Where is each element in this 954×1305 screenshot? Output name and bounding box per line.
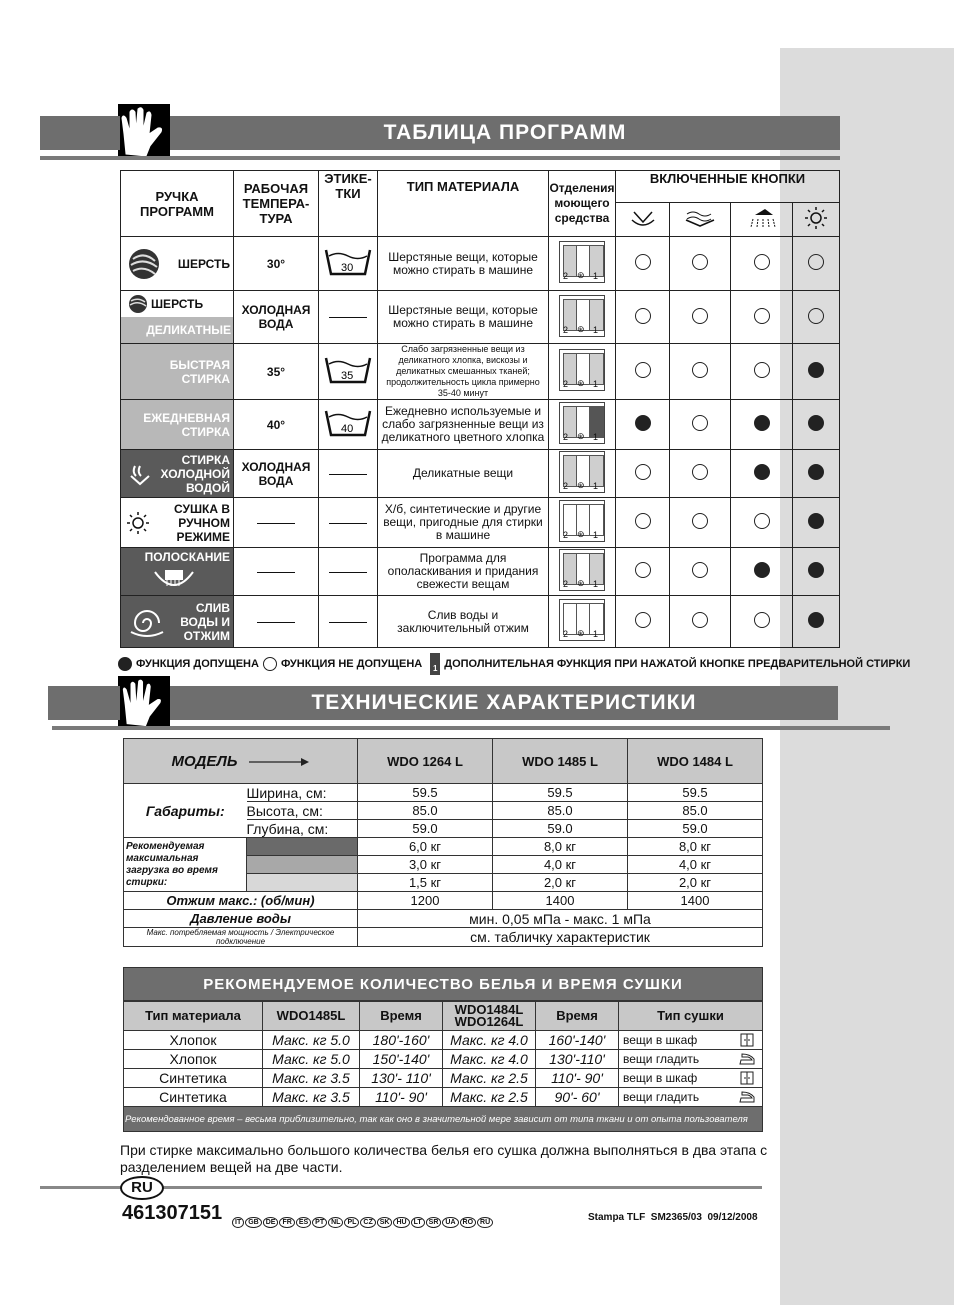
- col-knob: РУЧКА ПРОГРАММ: [121, 171, 234, 237]
- button-state: [635, 513, 651, 529]
- button-state: [635, 362, 651, 378]
- country-codes: IT GB DE FR ES PT NL PL CZ SK HU LT SR UA RO RU: [232, 1211, 494, 1229]
- program-row: ПОЛОСКАНИЕ Программа для ополаскивания и придания свежести вещам 2 ⊛ 1: [121, 548, 840, 596]
- model-label: МОДЕЛЬ: [171, 752, 238, 770]
- program-wool[interactable]: ШЕРСТЬ: [121, 237, 234, 291]
- program-row: ШЕРСТЬ ДЕЛИКАТНЫЕ ХОЛОДНАЯ ВОДА Шерстяные вещи, которые можно стирать в машине 2 ⊛ 1: [121, 291, 840, 344]
- button-state: [692, 415, 708, 431]
- program-rinse[interactable]: ПОЛОСКАНИЕ: [121, 548, 234, 596]
- model-3: WDO 1484 L: [628, 739, 763, 784]
- program-wool-delicate[interactable]: ШЕРСТЬ ДЕЛИКАТНЫЕ: [121, 291, 234, 344]
- button-state: [808, 362, 824, 378]
- button-state: [692, 254, 708, 270]
- button-state: [754, 464, 770, 480]
- program-manual-drying[interactable]: СУШКА В РУЧНОМ РЕЖИМЕ: [121, 498, 234, 548]
- button-state: [754, 308, 770, 324]
- care-label: [319, 400, 378, 450]
- button-state: [635, 612, 651, 628]
- svg-text:35: 35: [341, 370, 354, 382]
- button-state: [808, 513, 824, 529]
- iron-icon: [738, 1091, 756, 1103]
- tech-specs-table: МОДЕЛЬ WDO 1264 L WDO 1485 L WDO 1484 L Габариты: Ширина, см: 59.5 59.5 59.5 Высота, см: 85.0 85.0 85.0 Глубина, см: 59.0 59.0 59.0 Рекомендуемая максимальная загрузка во время стирки: 6,0 кг 8,0 кг 8,0 кг 3,0 кг 4,0 кг 4,0 кг 1,5 кг 2,0 кг 2,0 кг Отжим макс.: (об/мин) 1200 1400 1400 Давление воды мин. 0,05 мПа - макс. 1 мПа Макс. потребляемая мощность / Электрическое подключение см. табличку характеристик: [123, 738, 763, 947]
- detergent-drawer: 2 ⊛ 1: [549, 450, 616, 498]
- detergent-drawer: 2 ⊛ 1: [549, 400, 616, 450]
- col-material: ТИП МАТЕРИАЛА: [378, 171, 549, 237]
- drying-title: РЕКОМЕНДУЕМОЕ КОЛИЧЕСТВО БЕЛЬЯ И ВРЕМЯ СУШКИ: [123, 967, 763, 1001]
- button-state: [808, 308, 824, 324]
- program-row: СУШКА В РУЧНОМ РЕЖИМЕ Х/б, синтетические и другие вещи, пригодные для стирки в машине 2 ⊛ 1: [121, 498, 840, 548]
- delicate-icon: [670, 203, 731, 237]
- button-state: [754, 562, 770, 578]
- button-state: [808, 415, 824, 431]
- detergent-drawer: 2 ⊛ 1: [549, 291, 616, 344]
- program-row: БЫСТРАЯ СТИРКА 35° 35 Слабо загрязненные вещи из деликатного хлопка, вискозы и деликатных смешанных тканей; продолжительность цикла примерно 35-40 минут 2 ⊛ 1: [121, 344, 840, 400]
- hand-icon: [118, 104, 170, 158]
- button-state: [692, 464, 708, 480]
- model-2: WDO 1485 L: [493, 739, 628, 784]
- program-row: СТИРКА ХОЛОДНОЙ ВОДОЙ ХОЛОДНАЯ ВОДА Деликатные вещи 2 ⊛ 1: [121, 450, 840, 498]
- button-state: [808, 612, 824, 628]
- iron-icon: [738, 1053, 756, 1065]
- svg-text:40: 40: [341, 423, 354, 435]
- button-state: [754, 513, 770, 529]
- button-state: [635, 254, 651, 270]
- program-cold-wash[interactable]: СТИРКА ХОЛОДНОЙ ВОДОЙ: [121, 450, 234, 498]
- program-drain-spin[interactable]: СЛИВ ВОДЫ И ОТЖИМ: [121, 596, 234, 648]
- empty-circle-icon: [263, 657, 277, 671]
- program-daily-wash[interactable]: ЕЖЕДНЕВНАЯ СТИРКА: [121, 400, 234, 450]
- button-state: [692, 513, 708, 529]
- button-state: [754, 415, 770, 431]
- program-row: СЛИВ ВОДЫ И ОТЖИМ Слив воды и заключительный отжим 2 ⊛ 1: [121, 596, 840, 648]
- col-temp: РАБОЧАЯ ТЕМПЕРА-ТУРА: [234, 171, 319, 237]
- care-label: [319, 344, 378, 400]
- detergent-drawer: 2 ⊛ 1: [549, 344, 616, 400]
- load-shade-half: [247, 856, 358, 874]
- button-state: [692, 612, 708, 628]
- care-label: [319, 237, 378, 291]
- prewash-icon: [616, 203, 670, 237]
- drying-table: Тип материала WDO1485L Время WDO1484L WDO1264L Время Тип сушки Хлопок Макс. кг 5.0 180'-160' Макс. кг 4.0 160'-140' вещи в шкаф Хлопок Макс. кг 5.0 150'-140' Макс. кг 4.0 130'-110' вещи гладить Синтетика Макс. кг 3.5 130'- 110' Макс. кг 2.5 110'- 90' вещи в шкаф Синтетика Макс. кг 3.5 110'- 90' Макс. кг 2.5 90'- 60' вещи гладить Рекомендованное время – весьма приблизительно, так как оно в значительной мере зависит от типа ткани и от опыта пользователя: [123, 1001, 763, 1132]
- col-detergent: Отделения моющего средства: [549, 171, 616, 237]
- button-state: [692, 562, 708, 578]
- lang-badge: RU: [120, 1176, 164, 1200]
- col-buttons: ВКЛЮЧЕННЫЕ КНОПКИ: [616, 171, 840, 203]
- button-state: [635, 562, 651, 578]
- button-state: [692, 308, 708, 324]
- button-state: [754, 254, 770, 270]
- program-row: ШЕРСТЬ 30° 30 Шерстяные вещи, которые можно стирать в машине 2 ⊛ 1: [121, 237, 840, 291]
- col-labels: ЭТИКЕ-ТКИ: [319, 171, 378, 237]
- doc-code: 461307151: [122, 1202, 223, 1224]
- svg-text:30: 30: [341, 262, 354, 274]
- load-shade-light: [247, 874, 358, 892]
- button-state: [635, 308, 651, 324]
- drying-footnote: Рекомендованное время – весьма приблизительно, так как оно в значительной мере зависит от типа ткани и от опыта пользователя: [124, 1107, 763, 1132]
- load-shade-full: [247, 838, 358, 856]
- legend: ФУНКЦИЯ ДОПУЩЕНА ФУНКЦИЯ НЕ ДОПУЩЕНА 1 ДОПОЛНИТЕЛЬНАЯ ФУНКЦИЯ ПРИ НАЖАТОЙ КНОПКЕ ПРЕДВАРИТЕЛЬНОЙ СТИРКИ: [118, 653, 910, 675]
- drying-note: При стирке максимально большого количества белья его сушка должна выполняться в два этапа с разделением вещей на две части.: [120, 1142, 768, 1175]
- shower-icon: [731, 203, 792, 237]
- button-state: [754, 612, 770, 628]
- detergent-drawer: 2 ⊛ 1: [549, 596, 616, 648]
- print-info: Stampa TLF SM2365/03 09/12/2008: [588, 1212, 758, 1223]
- section-title-programs: ТАБЛИЦА ПРОГРАММ: [170, 116, 840, 150]
- model-1: WDO 1264 L: [358, 739, 493, 784]
- program-quick-wash[interactable]: БЫСТРАЯ СТИРКА: [121, 344, 234, 400]
- section-title-tech: ТЕХНИЧЕСКИЕ ХАРАКТЕРИСТИКИ: [170, 686, 838, 720]
- button-state: [635, 464, 651, 480]
- hand-icon: [118, 676, 170, 728]
- sun-icon: [792, 203, 839, 237]
- program-table: [120, 170, 840, 648]
- extra-function-mark: 1: [430, 653, 440, 675]
- button-state: [808, 562, 824, 578]
- button-state: [692, 362, 708, 378]
- button-state: [808, 254, 824, 270]
- button-state: [754, 362, 770, 378]
- wardrobe-icon: [740, 1071, 754, 1085]
- detergent-drawer: 2 ⊛ 1: [549, 237, 616, 291]
- button-state: [635, 415, 651, 431]
- button-state: [808, 464, 824, 480]
- detergent-drawer: 2 ⊛ 1: [549, 498, 616, 548]
- detergent-drawer: 2 ⊛ 1: [549, 548, 616, 596]
- wardrobe-icon: [740, 1033, 754, 1047]
- program-row: ЕЖЕДНЕВНАЯ СТИРКА 40° 40 Ежедневно используемые и слабо загрязненные вещи из деликатного цветного хлопка 2 ⊛ 1: [121, 400, 840, 450]
- filled-circle-icon: [118, 657, 132, 671]
